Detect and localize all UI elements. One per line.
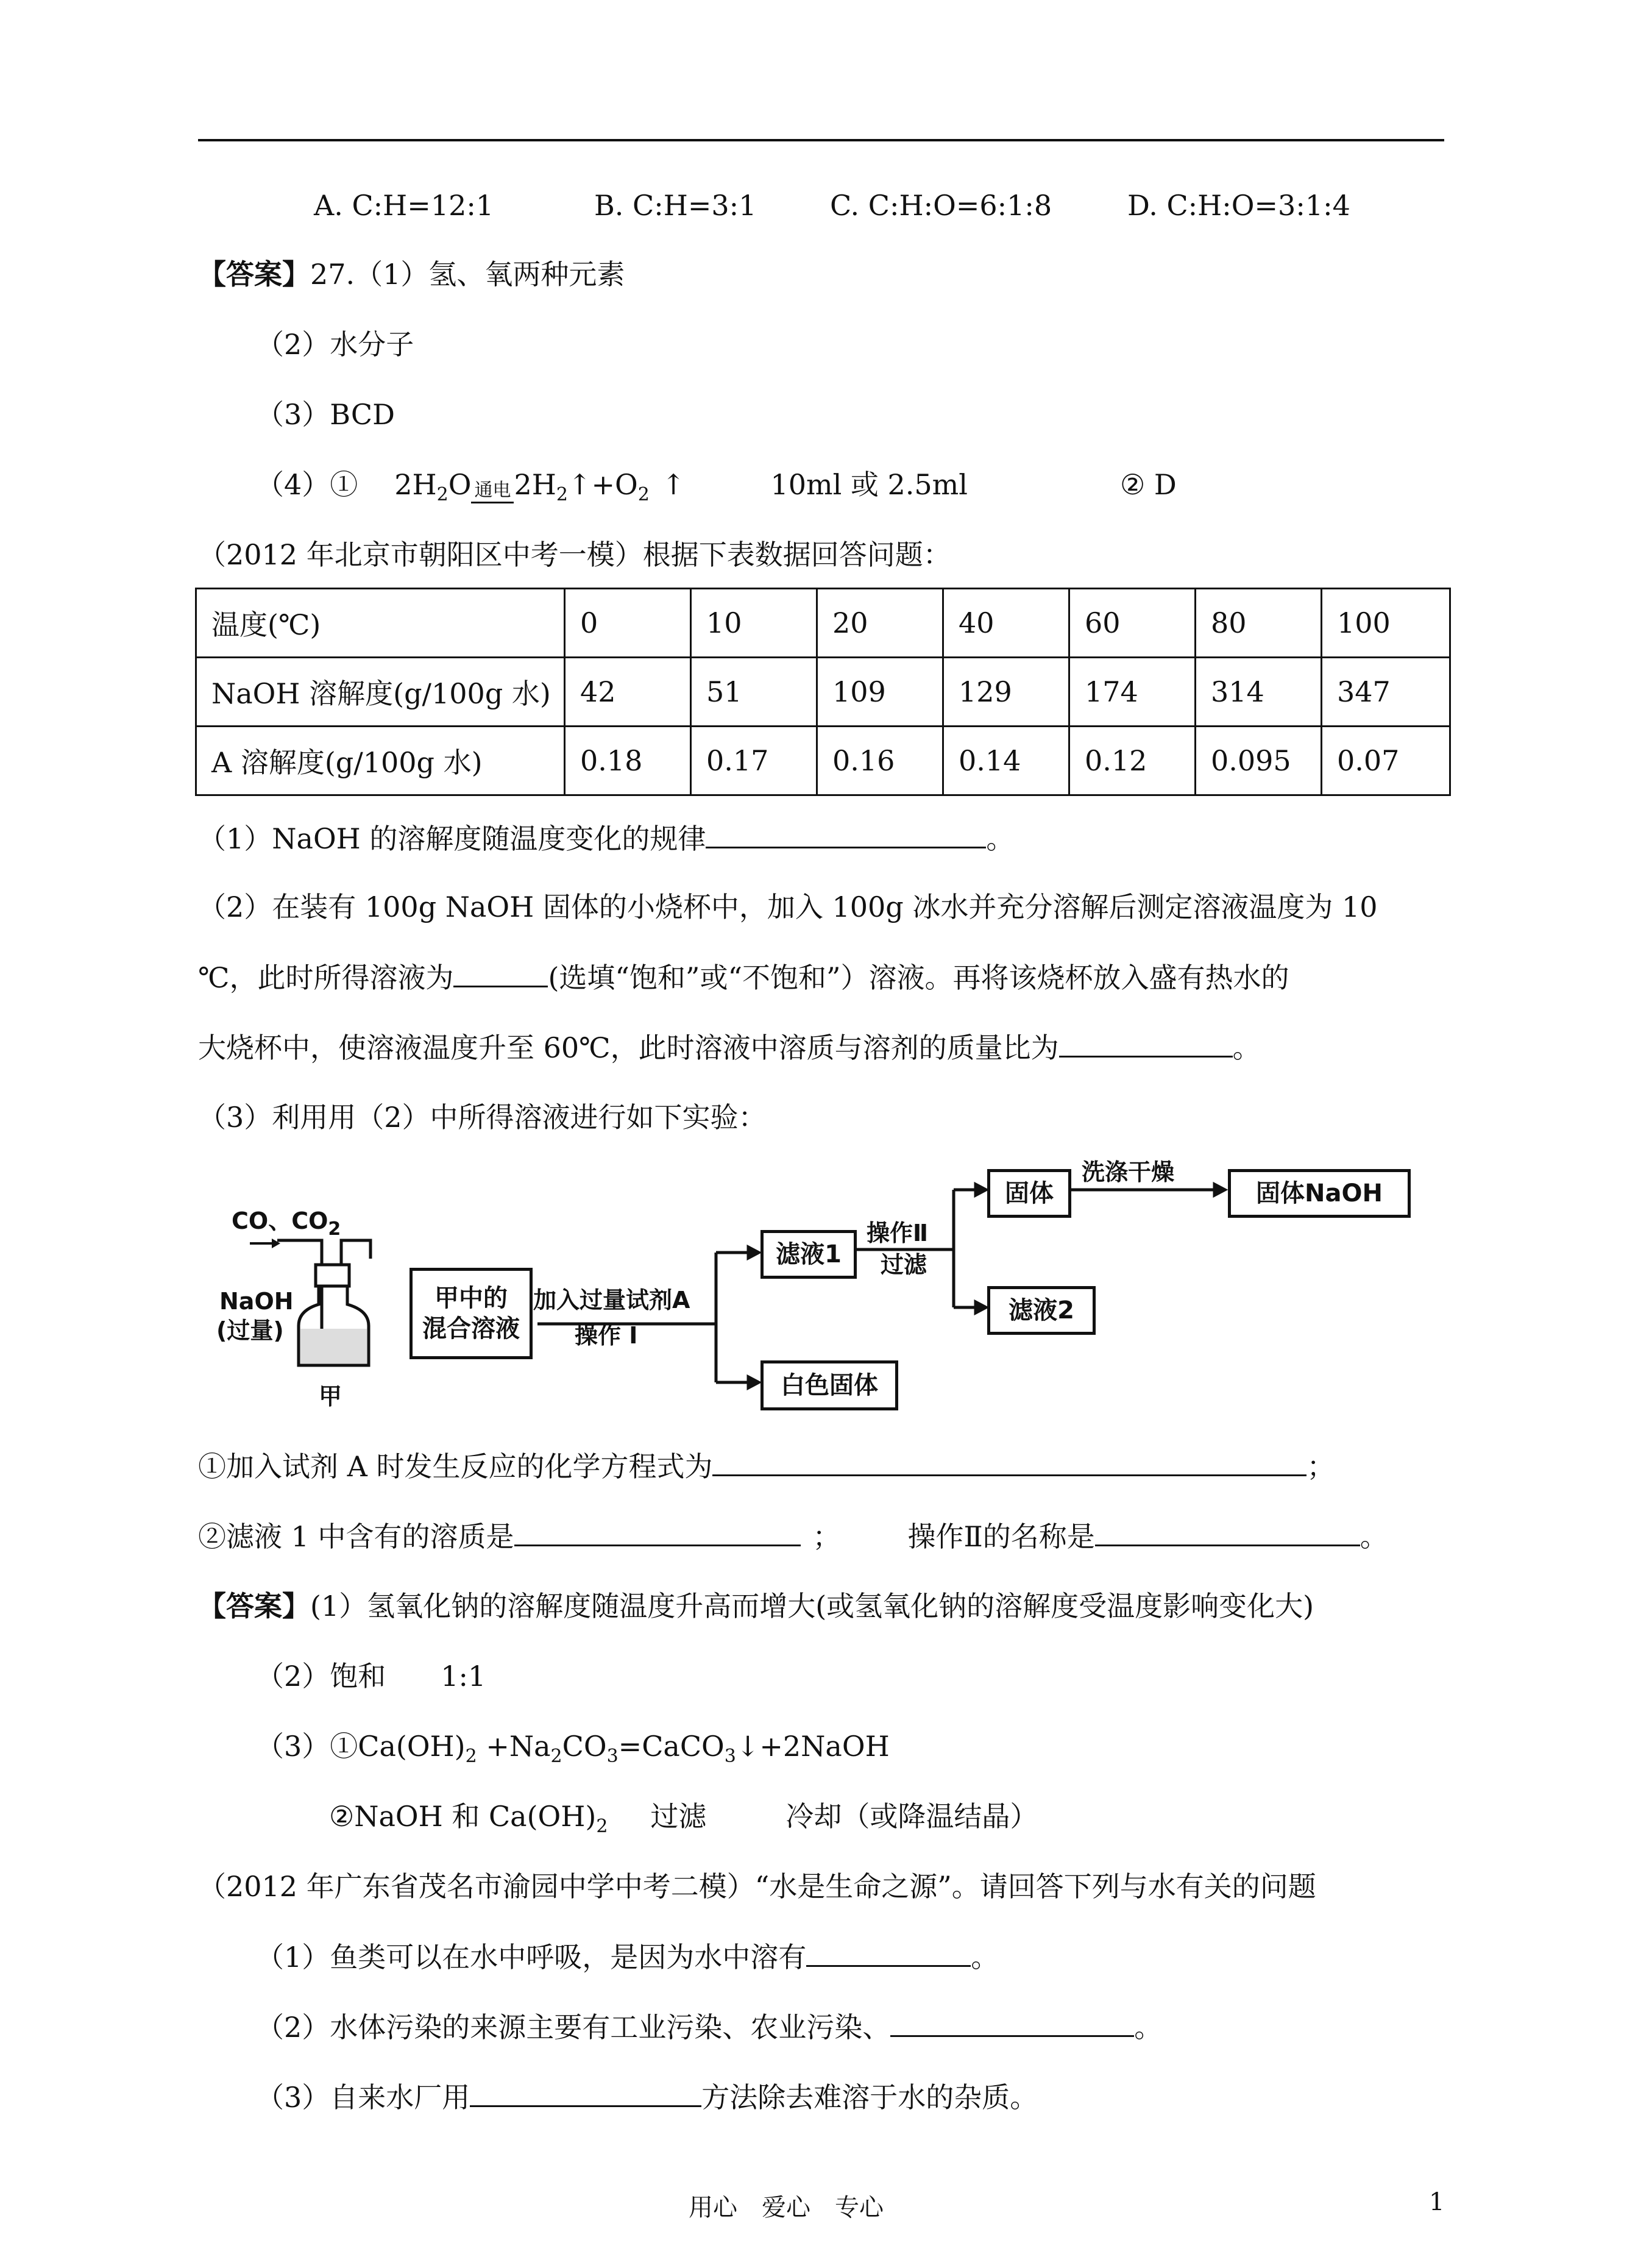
question-2-sub-a: ①加入试剂 A 时发生反应的化学方程式为 ； [198, 1448, 1335, 1485]
table-cell: 100 [1322, 589, 1450, 658]
table-cell: 0.16 [817, 727, 943, 795]
filtrate-2-box: 滤液2 [987, 1286, 1096, 1335]
option-c: C. C:H:O=6:1:8 [830, 189, 1052, 222]
table-cell: 60 [1069, 589, 1196, 658]
answer-blank[interactable] [470, 2078, 701, 2107]
white-solid-box: 白色固体 [760, 1360, 898, 1410]
solid-naoh-box: 固体NaOH [1228, 1169, 1411, 1218]
table-cell: 0 [565, 589, 691, 658]
table-cell: 51 [691, 658, 817, 727]
table-cell: 10 [691, 589, 817, 658]
answer-2-line1: 【答案】(1）氢氧化钠的溶解度随温度升高而增大(或氢氧化钠的溶解度受温度影响变化大) [198, 1590, 1314, 1623]
electrolysis-equation: $2H_2O$ 通电 $2H_2↑+O_2$ ↑ [394, 468, 686, 505]
gas-label: CO、$CO_2$ [232, 1207, 341, 1240]
table-cell: 0.14 [943, 727, 1069, 795]
table-cell: 80 [1196, 589, 1322, 658]
question-2-part3: （3）利用用（2）中所得溶液进行如下实验： [198, 1101, 767, 1134]
add-reagent-label: 加入过量试剂A [533, 1287, 690, 1314]
answer-blank[interactable] [1095, 1518, 1360, 1546]
question-2-sub-b: ②滤液 1 中含有的溶质是 ； 操作Ⅱ的名称是 。 [198, 1518, 1388, 1555]
table-cell: 温度(℃) [196, 589, 565, 658]
answer-tag: 【答案】 [198, 258, 310, 291]
footer-motto: 用心 爱心 专心 [689, 2194, 884, 2222]
table-cell: 314 [1196, 658, 1322, 727]
table-cell: 0.17 [691, 727, 817, 795]
table-cell: 347 [1322, 658, 1450, 727]
answer-blank[interactable] [806, 1938, 971, 1967]
answer-1-line2: （2）水分子 [256, 328, 414, 361]
question-3-part3: （3）自来水厂用 方法除去难溶于水的杂质。 [256, 2078, 1038, 2116]
answer-2-line3: $(3)①Ca(OH)_2$ $+Na_2CO_3=CaCO_3↓+2NaOH$ [256, 1730, 890, 1767]
question-3-source: （2012 年广东省茂名市渝园中学中考二模）“水是生命之源”。请回答下列与水有关的问题 [198, 1870, 1316, 1903]
table-cell: 109 [817, 658, 943, 727]
table-cell: 0.07 [1322, 727, 1450, 795]
table-cell: 42 [565, 658, 691, 727]
table-cell: NaOH 溶解度(g/100g 水) [196, 658, 565, 727]
option-a: A. C:H=12:1 [314, 189, 494, 222]
answer-blank[interactable] [514, 1518, 801, 1546]
operation-2-label: 操作Ⅱ [867, 1220, 929, 1246]
table-cell: 40 [943, 589, 1069, 658]
excess-label: (过量) [216, 1317, 284, 1344]
naoh-label: NaOH [219, 1288, 294, 1315]
table-cell: 0.18 [565, 727, 691, 795]
bottle-label-jia: 甲 [319, 1383, 342, 1410]
question-3-part2: （2）水体污染的来源主要有工业污染、农业污染、 。 [256, 2008, 1162, 2046]
reaction-condition: 通电 [471, 480, 514, 503]
answer-2-line4: ②NaOH 和 $Ca(OH)_2$ 过滤 冷却（或降温结晶） [329, 1800, 1038, 1837]
option-b: B. C:H=3:1 [594, 189, 757, 222]
solid-box: 固体 [987, 1169, 1071, 1218]
answer-blank[interactable] [890, 2008, 1134, 2037]
answer-blank[interactable] [712, 1448, 1306, 1476]
answer-1-line3: （3）BCD [256, 398, 395, 431]
question-3-part1: （1）鱼类可以在水中呼吸，是因为水中溶有 。 [256, 1938, 999, 1975]
filter-label: 过滤 [881, 1251, 927, 1278]
operation-1-label: 操作 I [575, 1322, 638, 1349]
table-cell: 129 [943, 658, 1069, 727]
question-2-part2-line1: （2）在装有 100g NaOH 固体的小烧杯中，加入 100g 冰水并充分溶解后测定溶液温度为 10 [198, 890, 1378, 923]
table-cell: 0.12 [1069, 727, 1196, 795]
table-cell: 0.095 [1196, 727, 1322, 795]
question-2-part1: （1）NaOH 的溶解度随温度变化的规律 。 [198, 820, 1014, 857]
answer-1-line1: 【答案】27.（1）氢、氧两种元素 [198, 258, 625, 291]
table-cell: 174 [1069, 658, 1196, 727]
table-cell: A 溶解度(g/100g 水) [196, 727, 565, 795]
answer-tag: 【答案】 [198, 1590, 310, 1623]
option-d: D. C:H:O=3:1:4 [1127, 189, 1350, 222]
question-2-source: （2012 年北京市朝阳区中考一模）根据下表数据回答问题： [198, 538, 951, 571]
page-number: 1 [1429, 2188, 1445, 2216]
answer-2-line2: （2）饱和 1:1 [256, 1660, 486, 1693]
table-cell: 20 [817, 589, 943, 658]
filtrate-1-box: 滤液1 [760, 1230, 857, 1279]
mixed-solution-box: 甲中的 混合溶液 [410, 1268, 533, 1359]
wash-dry-label: 洗涤干燥 [1082, 1159, 1175, 1186]
question-2-part2-line2: ℃，此时所得溶液为 (选填“饱和”或“不饱和”）溶液。再将该烧杯放入盛有热水的 [198, 959, 1289, 996]
question-2-part2-line3: 大烧杯中，使溶液温度升至 60℃，此时溶液中溶质与溶剂的质量比为 。 [198, 1029, 1261, 1066]
answer-1-line4: （4）① $2H_2O$ 通电 $2H_2↑+O_2$ ↑ 10ml 或 2.5ml ② D [256, 468, 1177, 505]
